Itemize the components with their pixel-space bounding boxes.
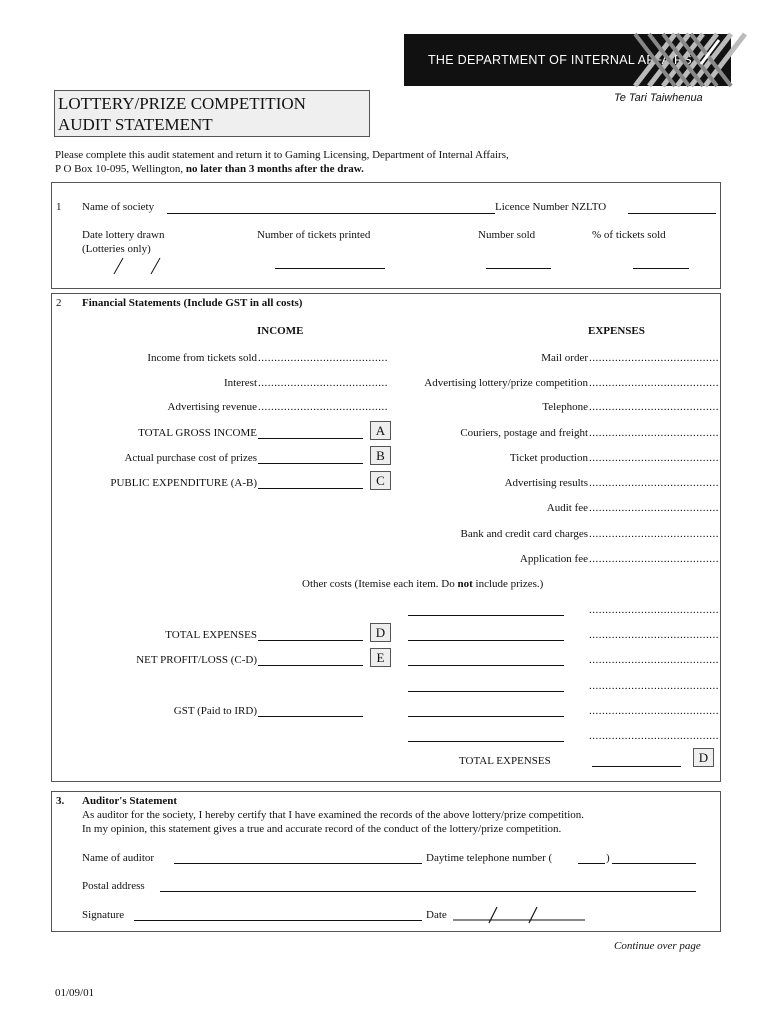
- tickets-printed-label: Number of tickets printed: [257, 229, 371, 241]
- income-item-label: Income from tickets sold: [147, 352, 257, 364]
- income-total-label: TOTAL GROSS INCOME: [138, 427, 257, 439]
- date-drawn-field[interactable]: [108, 256, 168, 276]
- expense-item-label: Couriers, postage and freight: [460, 427, 588, 439]
- net-total-letter-box: D: [370, 623, 391, 642]
- income-total-letter-box: C: [370, 471, 391, 490]
- net-total-field[interactable]: [258, 665, 363, 666]
- other-cost-amount-field[interactable]: ........................................: [589, 604, 719, 616]
- other-cost-amount-field[interactable]: ........................................: [589, 654, 719, 666]
- other-cost-amount-field[interactable]: ........................................: [589, 629, 719, 641]
- income-item-field[interactable]: ........................................: [258, 401, 388, 413]
- signature-label: Signature: [82, 909, 125, 921]
- date-label: Date: [426, 909, 447, 921]
- other-cost-amount-field[interactable]: ........................................: [589, 730, 719, 742]
- other-costs-label: Other costs (Itemise each item. Do not include prizes.): [302, 578, 544, 590]
- income-total-field[interactable]: [258, 488, 363, 489]
- income-total-field[interactable]: [258, 463, 363, 464]
- income-item-field[interactable]: ........................................: [258, 352, 388, 364]
- net-total-field[interactable]: [258, 640, 363, 641]
- percent-sold-label: % of tickets sold: [592, 229, 666, 241]
- title-line-1: LOTTERY/PRIZE COMPETITION: [58, 94, 306, 113]
- postal-address-field[interactable]: [160, 891, 696, 892]
- total-expenses-right-field[interactable]: [592, 766, 681, 767]
- net-total-field[interactable]: [258, 716, 363, 717]
- number-sold-field[interactable]: [486, 268, 551, 269]
- phone-close-paren: ): [606, 852, 610, 864]
- section-3-number: 3.: [56, 795, 65, 807]
- department-logo: [404, 34, 731, 86]
- form-title: [54, 90, 370, 137]
- logo-text: THE DEPARTMENT OF INTERNAL AFFAIRS: [428, 53, 692, 67]
- instructions: [55, 148, 509, 176]
- percent-sold-field[interactable]: [633, 268, 689, 269]
- phone-label: Daytime telephone number (: [426, 852, 553, 864]
- net-total-label: TOTAL EXPENSES: [165, 629, 257, 641]
- expense-item-label: Telephone: [542, 401, 588, 413]
- title-line-2: AUDIT STATEMENT: [58, 115, 213, 134]
- income-item-label: Interest: [224, 377, 257, 389]
- other-cost-description-field[interactable]: [408, 691, 564, 692]
- income-total-field[interactable]: [258, 438, 363, 439]
- postal-address-label: Postal address: [82, 880, 145, 892]
- date-drawn-label: Date lottery drawn: [82, 229, 165, 241]
- other-cost-description-field[interactable]: [408, 716, 564, 717]
- other-cost-amount-field[interactable]: ........................................: [589, 680, 719, 692]
- other-cost-description-field[interactable]: [408, 615, 564, 616]
- society-name-field[interactable]: [167, 213, 495, 214]
- expense-item-field[interactable]: ........................................: [589, 452, 719, 464]
- date-drawn-sublabel: (Lotteries only): [82, 243, 151, 255]
- maori-department-name: Te Tari Taiwhenua: [614, 92, 703, 104]
- expense-item-label: Audit fee: [546, 502, 588, 514]
- expense-item-field[interactable]: ........................................: [589, 477, 719, 489]
- tickets-printed-field[interactable]: [275, 268, 385, 269]
- number-sold-label: Number sold: [478, 229, 536, 241]
- auditor-name-field[interactable]: [174, 863, 422, 864]
- expense-item-field[interactable]: ........................................: [589, 377, 719, 389]
- expense-item-field[interactable]: ........................................: [589, 528, 719, 540]
- weave-pattern-icon: [635, 34, 731, 86]
- income-total-letter-box: B: [370, 446, 391, 465]
- form-date: 01/09/01: [55, 987, 95, 999]
- licence-number-field[interactable]: [628, 213, 716, 214]
- expense-item-label: Bank and credit card charges: [460, 528, 588, 540]
- licence-number-label: Licence Number NZLTO: [495, 201, 607, 213]
- total-expenses-right-label: TOTAL EXPENSES: [459, 755, 551, 767]
- auditor-statement-line-1: As auditor for the society, I hereby certify that I have examined the records of the above lottery/prize competition.: [82, 809, 585, 821]
- income-heading: INCOME: [257, 325, 304, 337]
- instructions-line-1: Please complete this audit statement and return it to Gaming Licensing, Department of Internal Affairs,: [55, 149, 509, 161]
- income-item-label: Advertising revenue: [167, 401, 257, 413]
- income-item-field[interactable]: ........................................: [258, 377, 388, 389]
- signature-field[interactable]: [134, 920, 422, 921]
- expense-item-label: Mail order: [541, 352, 588, 364]
- expense-item-label: Application fee: [519, 553, 588, 565]
- auditor-statement-line-2: In my opinion, this statement gives a true and accurate record of the conduct of the lottery/prize competition.: [82, 823, 562, 835]
- expense-item-field[interactable]: ........................................: [589, 553, 719, 565]
- society-name-label: Name of society: [82, 201, 155, 213]
- section-3-heading: Auditor's Statement: [82, 795, 178, 807]
- net-total-label: GST (Paid to IRD): [173, 705, 257, 717]
- net-total-label: NET PROFIT/LOSS (C-D): [136, 654, 257, 666]
- expense-item-label: Ticket production: [509, 452, 588, 464]
- continue-over-page: Continue over page: [614, 940, 701, 952]
- section-2-heading: Financial Statements (Include GST in all costs): [82, 297, 303, 309]
- section-2-number: 2: [56, 297, 62, 309]
- instructions-line-2: P O Box 10-095, Wellington, no later than 3 months after the draw.: [55, 163, 364, 175]
- expense-item-field[interactable]: ........................................: [589, 401, 719, 413]
- other-cost-amount-field[interactable]: ........................................: [589, 705, 719, 717]
- expense-item-field[interactable]: ........................................: [589, 427, 719, 439]
- expenses-heading: EXPENSES: [588, 325, 645, 337]
- expense-item-label: Advertising results: [504, 477, 588, 489]
- other-cost-description-field[interactable]: [408, 640, 564, 641]
- other-cost-description-field[interactable]: [408, 665, 564, 666]
- income-total-letter-box: A: [370, 421, 391, 440]
- income-total-label: PUBLIC EXPENDITURE (A-B): [110, 477, 257, 489]
- phone-area-code-field[interactable]: [578, 863, 605, 864]
- phone-number-field[interactable]: [612, 863, 696, 864]
- section-1-number: 1: [56, 201, 62, 213]
- expense-item-field[interactable]: ........................................: [589, 352, 719, 364]
- expense-item-label: Advertising lottery/prize competition: [424, 377, 588, 389]
- income-total-label: Actual purchase cost of prizes: [124, 452, 257, 464]
- net-total-letter-box: E: [370, 648, 391, 667]
- date-field[interactable]: [453, 906, 587, 924]
- other-cost-description-field[interactable]: [408, 741, 564, 742]
- auditor-name-label: Name of auditor: [82, 852, 155, 864]
- total-expenses-letter-box: D: [693, 748, 714, 767]
- expense-item-field[interactable]: ........................................: [589, 502, 719, 514]
